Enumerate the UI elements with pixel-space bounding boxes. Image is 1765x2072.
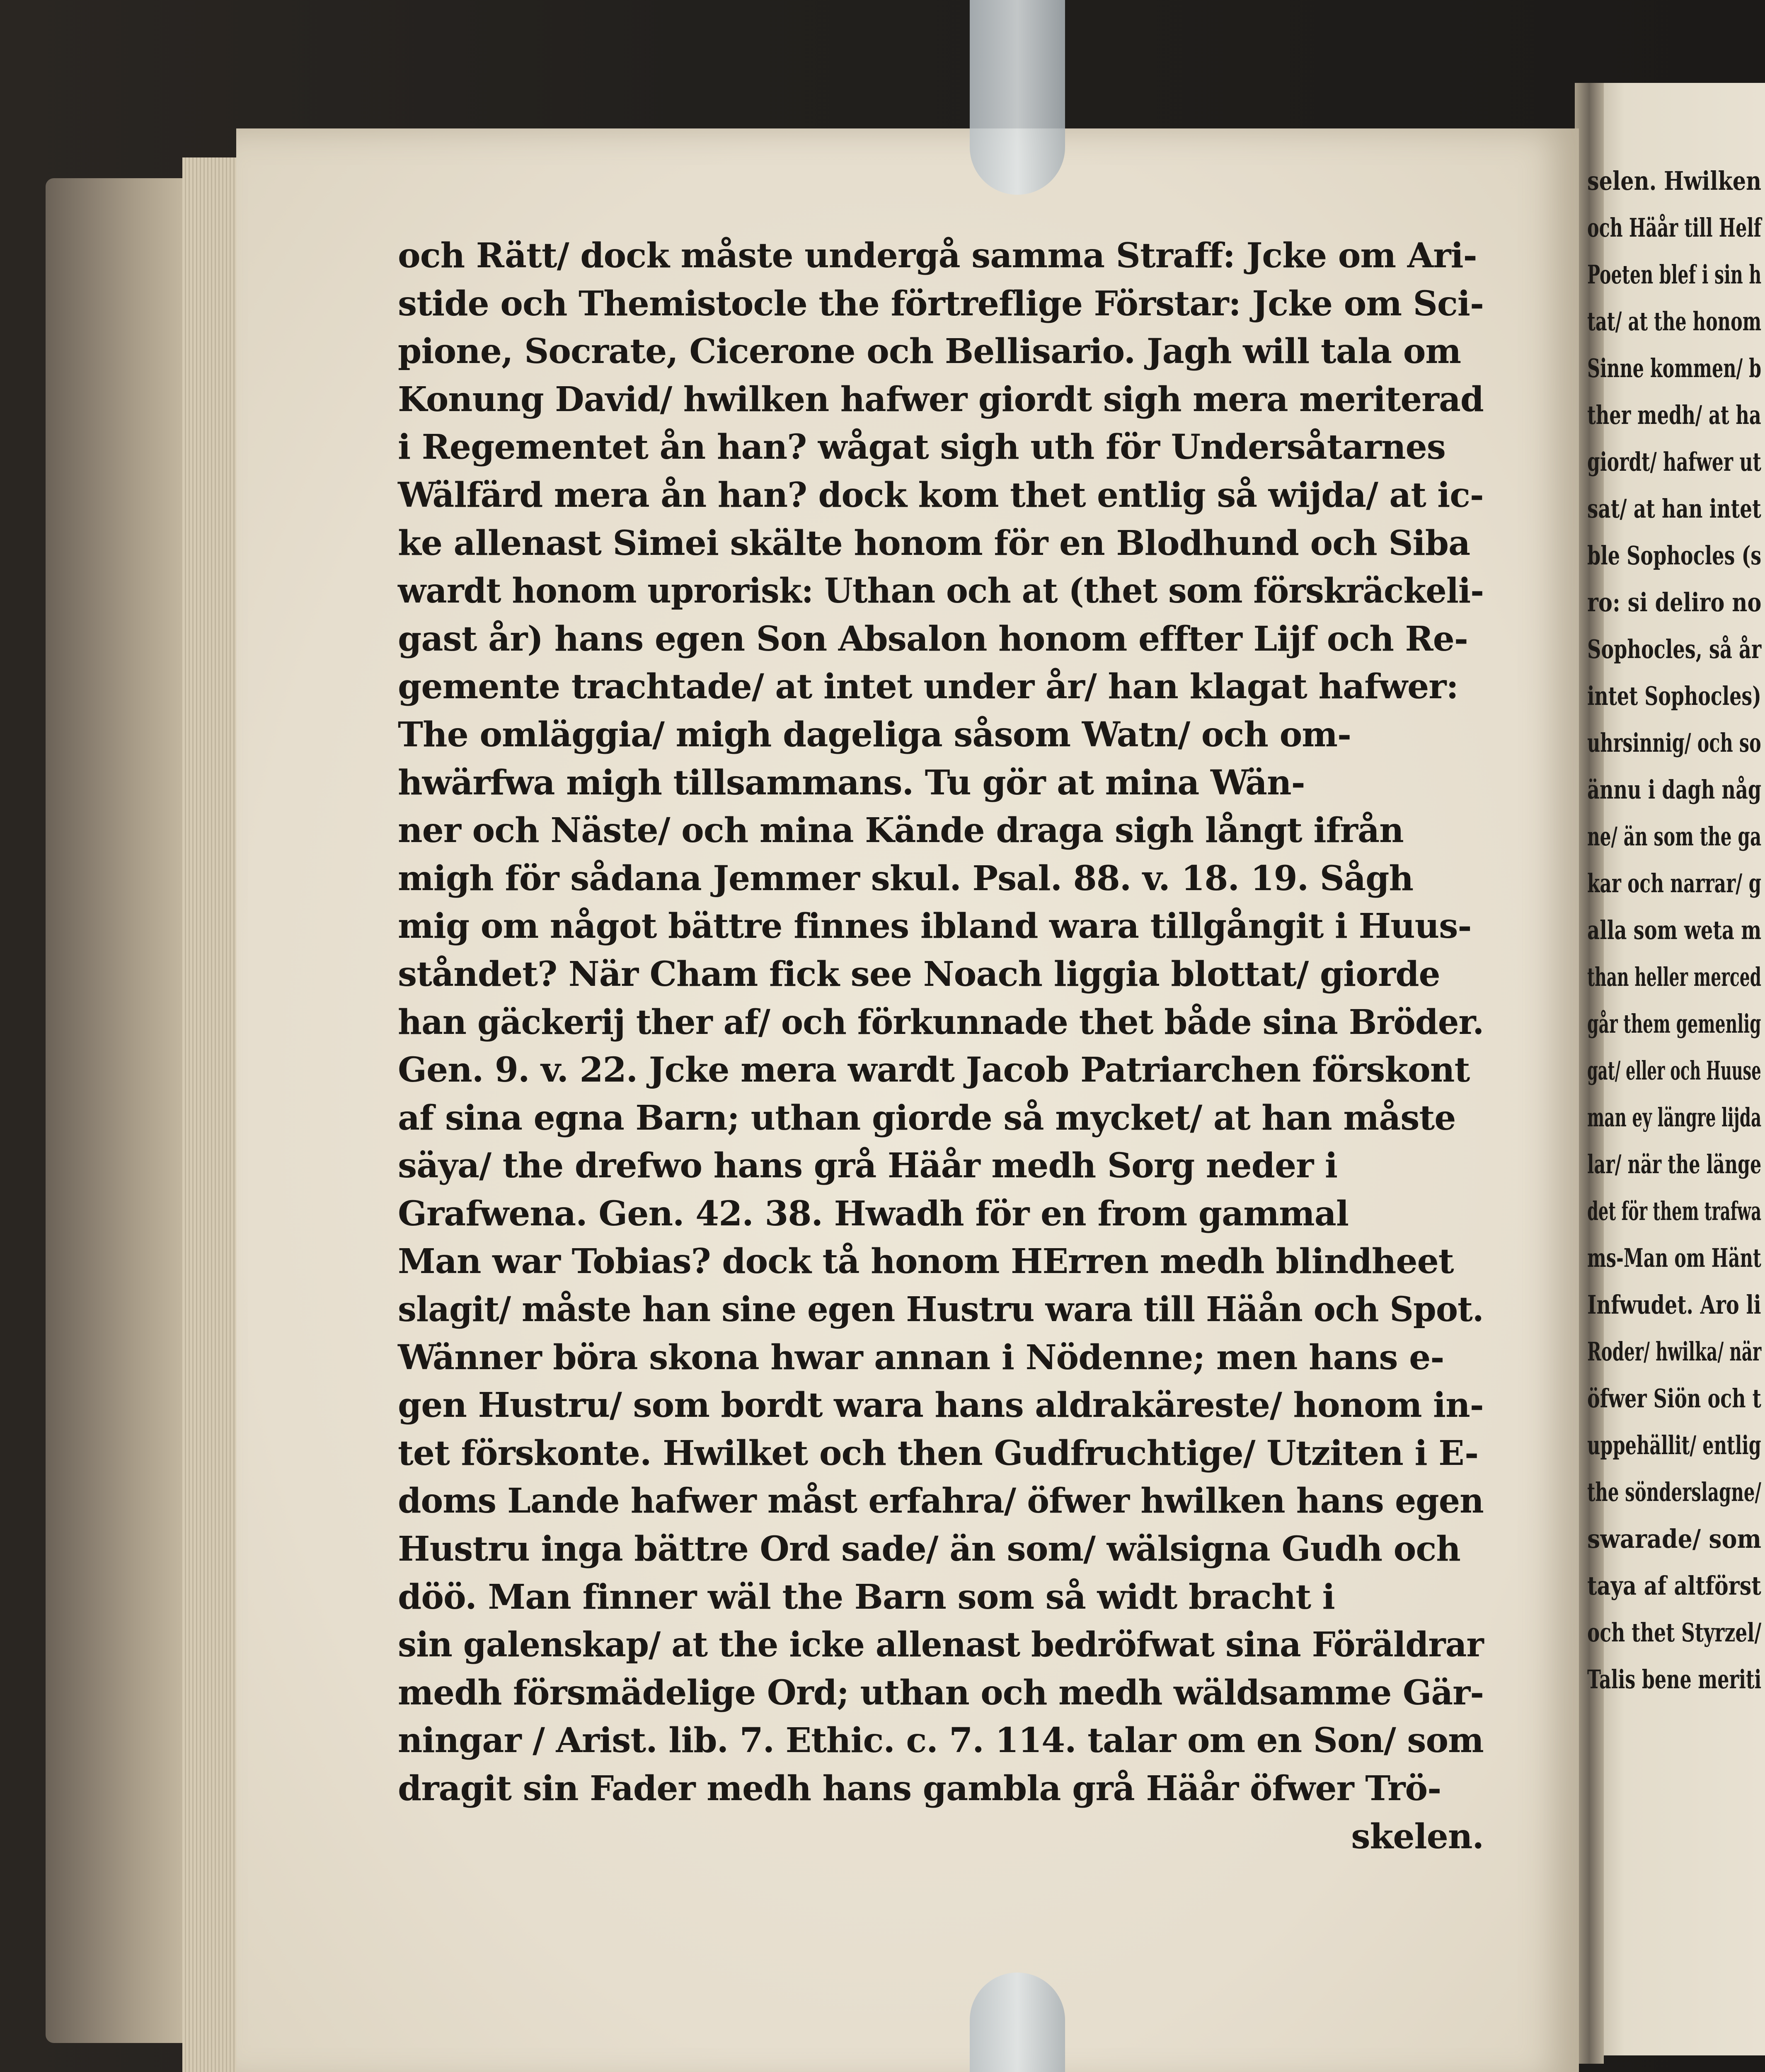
bleed-through-text <box>398 1794 1227 1832</box>
text-line: The omläggia/ migh dageliga såsom Watn/ och om- <box>398 714 1351 755</box>
facing-text-line: Infwudet. Aro li <box>1587 1290 1761 1320</box>
facing-page-text <box>1587 157 1765 1703</box>
facing-text-line: ne/ än som the ga <box>1587 821 1762 852</box>
page-clip-top <box>970 0 1065 195</box>
facing-text-line: det för them trafwa <box>1587 1196 1762 1226</box>
text-line: ningar / Arist. lib. 7. Ethic. c. 7. 114. talar om en Son/ som <box>398 1721 1484 1761</box>
facing-text-line: Talis bene meriti <box>1587 1664 1762 1694</box>
text-line: pione, Socrate, Cicerone och Bellisario. Jagh will tala om <box>398 332 1461 372</box>
facing-text-line: than heller merced <box>1587 962 1762 992</box>
text-line: gemente trachtade/ at intet under år/ han klagat hafwer: <box>398 667 1458 707</box>
facing-text-line: gat/ eller och Huuse <box>1587 1055 1761 1086</box>
facing-text-line: Sinne kommen/ b <box>1587 353 1762 383</box>
text-line: sin galenskap/ at the icke allenast bedröfwat sina Föräldrar <box>398 1625 1484 1665</box>
page-edges <box>182 157 240 2072</box>
catchword: skelen. <box>1351 1816 1484 1857</box>
page-text-block <box>398 232 1484 1861</box>
text-line: döö. Man finner wäl the Barn som så widt bracht i <box>398 1577 1335 1617</box>
facing-text-line: lar/ när the länge <box>1587 1149 1762 1179</box>
facing-text-line: alla som weta m <box>1587 915 1762 945</box>
text-line: medh försmädelige Ord; uthan och medh wäldsamme Gär- <box>398 1673 1484 1713</box>
facing-text-line: swarade/ som <box>1587 1524 1762 1554</box>
text-line: ståndet? När Cham fick see Noach liggia blottat/ giorde <box>398 954 1440 994</box>
text-line: slagit/ måste han sine egen Hustru wara till Häån och Spot. <box>398 1290 1484 1330</box>
text-line: doms Lande hafwer måst erfahra/ öfwer hwilken hans egen <box>398 1481 1484 1521</box>
text-line: Grafwena. Gen. 42. 38. Hwadh för en from gammal <box>398 1193 1349 1234</box>
facing-text-line: sat/ at han intet <box>1587 494 1761 524</box>
text-line: Wälfärd mera ån han? dock kom thet entlig så wijda/ at ic- <box>398 475 1484 515</box>
facing-text-line: öfwer Siön och t <box>1587 1383 1761 1414</box>
text-line: ner och Näste/ och mina Kände draga sigh långt ifrån <box>398 811 1404 851</box>
facing-text-line: the sönderslagne/ <box>1587 1477 1761 1507</box>
text-line: Konung David/ hwilken hafwer giordt sigh mera meriterad <box>398 379 1484 419</box>
text-line: mig om något bättre finnes ibland wara tillgångit i Huus- <box>398 906 1472 946</box>
facing-text-line: giordt/ hafwer ut <box>1587 447 1761 477</box>
text-line: säya/ the drefwo hans grå Häår medh Sorg neder i <box>398 1146 1338 1186</box>
text-line: stide och Themistocle the förtreflige Förstar: Jcke om Sci- <box>398 283 1484 324</box>
text-line: han gäckerij ther af/ och förkunnade thet både sina Bröder. <box>398 1002 1484 1042</box>
facing-text-line: ble Sophocles (s <box>1587 540 1762 571</box>
facing-text-line: uppehällit/ entlig <box>1587 1430 1761 1460</box>
page-clip-bottom <box>970 1973 1065 2072</box>
text-line: migh för sådana Jemmer skul. Psal. 88. v. 18. 19. Sågh <box>398 858 1414 898</box>
facing-text-line: Roder/ hwilka/ när <box>1587 1336 1762 1367</box>
facing-text-line: Poeten blef i sin h <box>1587 259 1762 290</box>
book-spine <box>46 178 195 2043</box>
text-line: i Regementet ån han? wågat sigh uth för Undersåtarnes <box>398 427 1445 467</box>
facing-text-line: selen. Hwilken <box>1587 166 1762 196</box>
text-line: Gen. 9. v. 22. Jcke mera wardt Jacob Patriarchen förskont <box>398 1050 1470 1090</box>
facing-text-line: och Häår till Helf <box>1587 213 1762 243</box>
text-line: ke allenast Simei skälte honom för en Blodhund och Siba <box>398 523 1470 563</box>
facing-text-line: ther medh/ at ha <box>1587 400 1761 430</box>
facing-text-line: och thet Styrzel/ <box>1587 1617 1762 1648</box>
facing-text-line: går them gemenlig <box>1587 1009 1761 1039</box>
facing-text-line: ännu i dagh någ <box>1587 775 1762 805</box>
facing-text-line: taya af altförst <box>1587 1571 1761 1601</box>
text-line: hwärfwa migh tillsammans. Tu gör at mina Wän- <box>398 762 1305 803</box>
text-line: Wänner böra skona hwar annan i Nödenne; men hans e- <box>398 1337 1444 1377</box>
facing-text-line: intet Sophocles) <box>1587 681 1761 711</box>
facing-text-line: ro: si deliro no <box>1587 587 1762 617</box>
facing-text-line: kar och narrar/ g <box>1587 868 1762 898</box>
text-line: wardt honom uprorisk: Uthan och at (thet som förskräckeli- <box>398 571 1484 611</box>
text-line: af sina egna Barn; uthan giorde så mycket/ at han måste <box>398 1098 1456 1138</box>
text-line: tet förskonte. Hwilket och then Gudfruchtige/ Utziten i E- <box>398 1433 1479 1473</box>
facing-text-line: tat/ at the honom <box>1587 306 1762 336</box>
facing-text-line: ms-Man om Hänt <box>1587 1243 1761 1273</box>
text-line: Man war Tobias? dock tå honom HErren medh blindheet <box>398 1242 1454 1282</box>
text-line: dragit sin Fader medh hans gambla grå Häår öfwer Trö- <box>398 1769 1441 1808</box>
text-line: gast år) hans egen Son Absalon honom effter Lijf och Re- <box>398 619 1468 659</box>
facing-text-line: Sophocles, så år <box>1587 634 1762 664</box>
facing-text-line: man ey längre lijda <box>1587 1102 1762 1133</box>
text-line: Hustru inga bättre Ord sade/ än som/ wälsigna Gudh och <box>398 1529 1460 1569</box>
text-line: och Rätt/ dock måste undergå samma Straff: Jcke om Ari- <box>398 236 1477 276</box>
facing-text-line: uhrsinnig/ och so <box>1587 728 1761 758</box>
text-line: gen Hustru/ som bordt wara hans aldrakäreste/ honom in- <box>398 1385 1484 1426</box>
